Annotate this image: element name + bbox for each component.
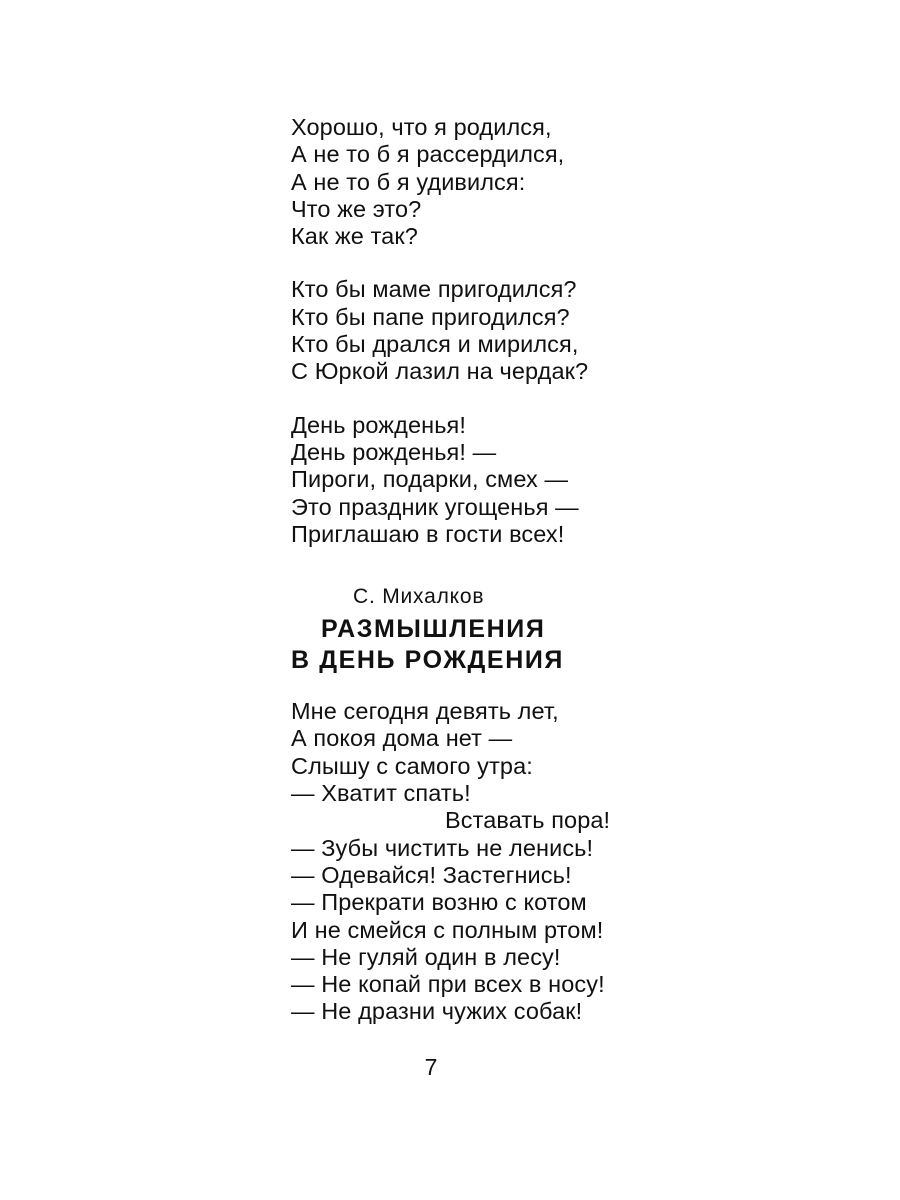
poem-line: Мне сегодня девять лет, [291,698,559,725]
poem-author: С. Михалков [353,585,485,609]
poem-line: С Юркой лазил на чердак? [291,358,589,385]
poem-line: Что же это? [291,195,422,222]
poem-line: День рожденья! — [291,438,497,465]
poem-title-line-1: РАЗМЫШЛЕНИЯ [321,615,546,644]
poem-line: — Не гуляй один в лесу! [291,943,561,970]
poem-title-line-2: В ДЕНЬ РОЖДЕНИЯ [291,646,564,675]
poem-line: Кто бы дрался и мирился, [291,331,579,358]
poem-title [291,614,651,676]
poem-line: — Зубы чистить не ленись! [291,834,594,861]
poem-line: Кто бы папе пригодился? [291,303,570,330]
poem-one-stanza-2 [291,276,651,385]
poem-line: А покоя дома нет — [291,725,513,752]
poem-one-stanza-1 [291,114,651,250]
poem-line: — Не дразни чужих собак! [291,998,583,1025]
poem-one-stanza-3 [291,412,651,548]
poem-line: — Одевайся! Застегнись! [291,861,572,888]
poem-line: — Прекрати возню с котом [291,889,587,916]
poem-two-stanza [291,698,651,1026]
text-column [291,114,651,1052]
poem-line-indented: Вставать пора! [445,807,611,834]
poem-line: Пироги, подарки, смех — [291,466,569,493]
poem-line: А не то б я удивился: [291,168,526,195]
poem-line: — Хватит спать! [291,780,471,807]
poem-line: А не то б я рассердился, [291,141,565,168]
poem-line: Это праздник угощенья — [291,493,579,520]
poem-line: Приглашаю в гости всех! [291,520,565,547]
poem-line: — Не копай при всех в носу! [291,971,605,998]
page-number: 7 [424,1054,438,1080]
poem-line: Хорошо, что я родился, [291,114,552,140]
poem-line: Слышу с самого утра: [291,752,533,779]
poem-line: День рожденья! [291,411,466,438]
poem-line: Как же так? [291,223,418,250]
poem-line: Кто бы маме пригодился? [291,276,577,303]
poem-line: И не смейся с полным ртом! [291,916,604,943]
